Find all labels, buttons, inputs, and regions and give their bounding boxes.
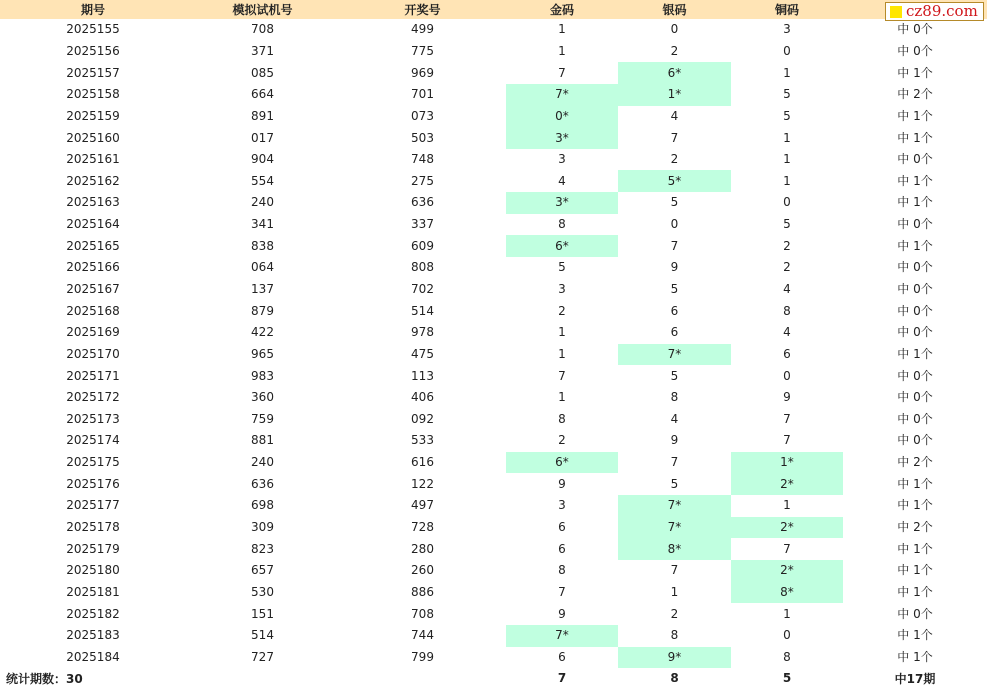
cell-result: 中 1个 (897, 476, 933, 491)
table-row (0, 19, 987, 41)
cell-period: 2025156 (66, 43, 120, 58)
cell-period: 2025158 (66, 87, 120, 102)
cell-gold: 1 (558, 325, 566, 340)
cell-result: 中 2个 (897, 455, 933, 470)
cell-silver: 8 (670, 390, 679, 405)
cell-gold: 6* (506, 235, 618, 257)
header-silver: 银码 (618, 0, 731, 19)
cell-period: 2025165 (66, 238, 120, 253)
table-row (0, 582, 987, 604)
cell-result: 中 0个 (897, 282, 933, 296)
cell-silver: 5 (670, 368, 679, 383)
cell-draw-number: 503 (411, 130, 434, 145)
cell-bronze: 9 (783, 390, 791, 405)
table-row (0, 365, 987, 387)
cell-gold: 3 (558, 282, 566, 296)
cell-draw-number: 886 (411, 584, 434, 599)
cell-bronze: 8 (783, 303, 791, 318)
cell-gold: 5 (558, 260, 566, 275)
cell-sim-number: 708 (251, 22, 274, 37)
cell-gold: 3* (506, 127, 618, 149)
cell-period: 2025182 (66, 606, 120, 621)
cell-silver: 2 (670, 43, 679, 58)
cell-sim-number: 698 (251, 498, 274, 513)
cell-gold: 1 (558, 346, 566, 361)
table-row (0, 344, 987, 366)
cell-silver: 7 (670, 238, 679, 253)
cell-bronze: 1 (783, 130, 791, 145)
cell-result: 中 1个 (897, 498, 933, 513)
cell-sim-number: 151 (251, 606, 274, 621)
cell-draw-number: 514 (411, 303, 434, 318)
table-row (0, 170, 987, 192)
cell-silver: 7 (670, 455, 679, 470)
cell-draw-number: 728 (411, 520, 434, 535)
cell-draw-number: 702 (411, 282, 434, 296)
cell-sim-number: 823 (251, 541, 274, 556)
cell-sim-number: 727 (251, 649, 274, 664)
cell-bronze: 2* (731, 517, 843, 539)
table-row (0, 41, 987, 63)
table-row (0, 149, 987, 171)
cell-silver: 7* (618, 344, 731, 366)
table-row (0, 235, 987, 257)
cell-period: 2025180 (66, 563, 120, 578)
cell-gold: 7 (558, 368, 566, 383)
cell-gold: 7 (558, 65, 566, 80)
cell-silver: 8* (618, 538, 731, 560)
cell-bronze: 2 (783, 238, 791, 253)
footer-gold-total: 7 (557, 671, 567, 686)
cell-silver: 4 (670, 411, 679, 426)
table-row (0, 257, 987, 279)
table-row (0, 430, 987, 452)
logo-square-icon (890, 6, 902, 18)
cell-result: 中 0个 (897, 43, 933, 58)
cell-period: 2025178 (66, 520, 120, 535)
cell-draw-number: 260 (411, 563, 434, 578)
cell-period: 2025167 (66, 282, 120, 296)
cell-sim-number: 309 (251, 520, 274, 535)
cell-sim-number: 983 (251, 368, 274, 383)
cell-result: 中 0个 (897, 325, 933, 340)
cell-period: 2025172 (66, 390, 120, 405)
cell-bronze: 5 (783, 108, 791, 123)
cell-result: 中 1个 (897, 173, 933, 188)
cell-gold: 8 (558, 411, 566, 426)
cell-silver: 5 (670, 476, 679, 491)
cell-silver: 4 (670, 108, 679, 123)
cell-period: 2025163 (66, 195, 120, 210)
cell-draw-number: 969 (411, 65, 434, 80)
cell-period: 2025174 (66, 433, 120, 448)
table-header (0, 0, 987, 19)
cell-period: 2025157 (66, 65, 120, 80)
footer-silver-total: 8 (670, 671, 679, 686)
cell-sim-number: 904 (251, 152, 274, 167)
site-logo[interactable] (885, 2, 984, 21)
cell-bronze: 5 (783, 217, 791, 232)
cell-silver: 6 (670, 303, 679, 318)
cell-gold: 9 (558, 606, 566, 621)
table-row (0, 62, 987, 84)
cell-gold: 3* (506, 192, 618, 214)
cell-result: 中 0个 (897, 217, 933, 232)
cell-gold: 1 (558, 22, 566, 37)
footer-empty-draw (339, 668, 506, 688)
cell-sim-number: 664 (251, 87, 274, 102)
cell-draw-number: 280 (411, 541, 434, 556)
cell-period: 2025175 (66, 455, 120, 470)
cell-sim-number: 360 (251, 390, 274, 405)
cell-period: 2025171 (66, 368, 120, 383)
cell-silver: 2 (670, 606, 679, 621)
footer-bronze-total: 5 (782, 671, 792, 686)
logo-text: cz89.com (906, 2, 978, 20)
table-row (0, 322, 987, 344)
cell-period: 2025176 (66, 476, 120, 491)
cell-bronze: 6 (783, 346, 791, 361)
cell-draw-number: 799 (411, 649, 434, 664)
table-row (0, 387, 987, 409)
cell-sim-number: 759 (251, 411, 274, 426)
cell-bronze: 4 (783, 282, 791, 296)
cell-result: 中 0个 (897, 368, 933, 383)
cell-gold: 7* (506, 84, 618, 106)
cell-period: 2025161 (66, 152, 120, 167)
cell-result: 中 1个 (897, 584, 933, 599)
table-row (0, 538, 987, 560)
cell-period: 2025184 (66, 649, 120, 664)
cell-period: 2025170 (66, 346, 120, 361)
cell-draw-number: 337 (411, 217, 434, 232)
cell-draw-number: 775 (411, 43, 434, 58)
cell-gold: 6 (558, 520, 566, 535)
cell-bronze: 1 (783, 173, 791, 188)
cell-gold: 6* (506, 452, 618, 474)
cell-gold: 8 (558, 217, 566, 232)
cell-sim-number: 514 (251, 628, 274, 643)
cell-gold: 6 (558, 649, 566, 664)
header-gold: 金码 (506, 0, 618, 19)
cell-draw-number: 533 (411, 433, 434, 448)
cell-draw-number: 475 (411, 346, 434, 361)
cell-bronze: 7 (783, 433, 791, 448)
cell-sim-number: 085 (251, 65, 274, 80)
cell-result: 中 1个 (897, 130, 933, 145)
cell-gold: 6 (558, 541, 566, 556)
cell-period: 2025164 (66, 217, 120, 232)
footer-period-count: 统计期数：30 (6, 671, 83, 686)
header-sim-number: 模拟试机号 (186, 0, 339, 19)
cell-bronze: 0 (783, 43, 791, 58)
cell-gold: 0* (506, 106, 618, 128)
cell-sim-number: 017 (251, 130, 274, 145)
table-row (0, 409, 987, 431)
cell-result: 中 1个 (897, 346, 933, 361)
cell-result: 中 0个 (897, 152, 933, 167)
header-draw-number: 开奖号 (339, 0, 506, 19)
table-row (0, 625, 987, 647)
cell-result: 中 1个 (897, 65, 933, 80)
cell-bronze: 3 (783, 22, 791, 37)
cell-draw-number: 616 (411, 455, 434, 470)
cell-gold: 8 (558, 563, 566, 578)
cell-bronze: 1* (731, 452, 843, 474)
cell-bronze: 0 (783, 195, 791, 210)
cell-draw-number: 636 (411, 195, 434, 210)
cell-bronze: 1 (783, 152, 791, 167)
cell-silver: 9 (670, 260, 679, 275)
cell-bronze: 2 (783, 260, 791, 275)
cell-draw-number: 497 (411, 498, 434, 513)
cell-result: 中 0个 (897, 433, 933, 448)
table-row (0, 279, 987, 301)
cell-gold: 2 (558, 433, 566, 448)
cell-sim-number: 554 (251, 173, 274, 188)
cell-period: 2025181 (66, 584, 120, 599)
cell-draw-number: 701 (411, 87, 434, 102)
cell-silver: 8 (670, 628, 679, 643)
cell-sim-number: 137 (251, 282, 274, 296)
table-body (0, 19, 987, 668)
footer-empty-sim (186, 668, 339, 688)
table-row (0, 473, 987, 495)
cell-gold: 1 (558, 43, 566, 58)
cell-draw-number: 122 (411, 476, 434, 491)
cell-draw-number: 073 (411, 108, 434, 123)
cell-period: 2025162 (66, 173, 120, 188)
table-row (0, 560, 987, 582)
cell-result: 中 2个 (897, 520, 933, 535)
cell-sim-number: 881 (251, 433, 274, 448)
cell-bronze: 1 (783, 498, 791, 513)
cell-gold: 3 (558, 498, 566, 513)
cell-bronze: 8* (731, 582, 843, 604)
cell-silver: 2 (670, 152, 679, 167)
cell-bronze: 1 (783, 606, 791, 621)
cell-sim-number: 891 (251, 108, 274, 123)
cell-period: 2025155 (66, 22, 120, 37)
cell-silver: 7 (670, 563, 679, 578)
cell-bronze: 2* (731, 473, 843, 495)
cell-result: 中 1个 (897, 238, 933, 253)
cell-draw-number: 609 (411, 238, 434, 253)
cell-bronze: 5 (783, 87, 791, 102)
cell-period: 2025166 (66, 260, 120, 275)
footer-result-total: 中17期 (894, 671, 936, 686)
cell-draw-number: 406 (411, 390, 434, 405)
header-bronze: 铜码 (731, 0, 843, 19)
cell-draw-number: 978 (411, 325, 434, 340)
header-period: 期号 (0, 0, 186, 19)
table-row (0, 192, 987, 214)
cell-silver: 5* (618, 170, 731, 192)
table-row (0, 106, 987, 128)
table-row (0, 647, 987, 669)
cell-sim-number: 240 (251, 195, 274, 210)
cell-sim-number: 657 (251, 563, 274, 578)
cell-bronze: 0 (783, 628, 791, 643)
cell-gold: 9 (558, 476, 566, 491)
cell-period: 2025169 (66, 325, 120, 340)
cell-silver: 5 (670, 195, 679, 210)
cell-draw-number: 708 (411, 606, 434, 621)
cell-gold: 4 (558, 173, 566, 188)
table-row (0, 603, 987, 625)
cell-period: 2025168 (66, 303, 120, 318)
cell-bronze: 7 (783, 411, 791, 426)
cell-result: 中 0个 (897, 303, 933, 318)
cell-silver: 7* (618, 517, 731, 539)
cell-sim-number: 371 (251, 43, 274, 58)
cell-result: 中 1个 (897, 541, 933, 556)
cell-silver: 0 (670, 22, 679, 37)
cell-result: 中 0个 (897, 411, 933, 426)
cell-silver: 7 (670, 130, 679, 145)
cell-draw-number: 275 (411, 173, 434, 188)
cell-silver: 6* (618, 62, 731, 84)
table-row (0, 452, 987, 474)
cell-period: 2025179 (66, 541, 120, 556)
cell-draw-number: 499 (411, 22, 434, 37)
cell-draw-number: 808 (411, 260, 434, 275)
cell-period: 2025160 (66, 130, 120, 145)
cell-sim-number: 965 (251, 346, 274, 361)
cell-silver: 0 (670, 217, 679, 232)
cell-sim-number: 341 (251, 217, 274, 232)
cell-draw-number: 744 (411, 628, 434, 643)
cell-gold: 2 (558, 303, 566, 318)
cell-silver: 1* (618, 84, 731, 106)
cell-silver: 6 (670, 325, 679, 340)
cell-bronze: 4 (783, 325, 791, 340)
cell-sim-number: 240 (251, 455, 274, 470)
cell-bronze: 8 (783, 649, 791, 664)
cell-silver: 1 (670, 584, 679, 599)
cell-sim-number: 064 (251, 260, 274, 275)
table-row (0, 517, 987, 539)
cell-bronze: 2* (731, 560, 843, 582)
cell-silver: 9 (670, 433, 679, 448)
cell-result: 中 1个 (897, 563, 933, 578)
cell-period: 2025177 (66, 498, 120, 513)
cell-gold: 7* (506, 625, 618, 647)
cell-result: 中 1个 (897, 649, 933, 664)
cell-sim-number: 838 (251, 238, 274, 253)
cell-period: 2025173 (66, 411, 120, 426)
cell-draw-number: 748 (411, 152, 434, 167)
cell-result: 中 0个 (897, 606, 933, 621)
cell-bronze: 0 (783, 368, 791, 383)
table-row (0, 84, 987, 106)
cell-gold: 3 (558, 152, 566, 167)
cell-silver: 9* (618, 647, 731, 669)
table-row (0, 127, 987, 149)
cell-silver: 7* (618, 495, 731, 517)
cell-sim-number: 879 (251, 303, 274, 318)
cell-silver: 5 (670, 282, 679, 296)
cell-result: 中 1个 (897, 628, 933, 643)
cell-period: 2025159 (66, 108, 120, 123)
cell-result: 中 0个 (897, 260, 933, 275)
cell-bronze: 1 (783, 65, 791, 80)
cell-result: 中 0个 (897, 22, 933, 37)
cell-bronze: 7 (783, 541, 791, 556)
table-row (0, 214, 987, 236)
cell-gold: 7 (558, 584, 566, 599)
table-footer (0, 668, 987, 688)
cell-draw-number: 092 (411, 411, 434, 426)
cell-result: 中 1个 (897, 108, 933, 123)
cell-period: 2025183 (66, 628, 120, 643)
cell-sim-number: 530 (251, 584, 274, 599)
table-row (0, 495, 987, 517)
cell-sim-number: 422 (251, 325, 274, 340)
cell-gold: 1 (558, 390, 566, 405)
cell-result: 中 0个 (897, 390, 933, 405)
cell-result: 中 1个 (897, 195, 933, 210)
cell-sim-number: 636 (251, 476, 274, 491)
cell-result: 中 2个 (897, 87, 933, 102)
table-row (0, 300, 987, 322)
cell-draw-number: 113 (411, 368, 434, 383)
